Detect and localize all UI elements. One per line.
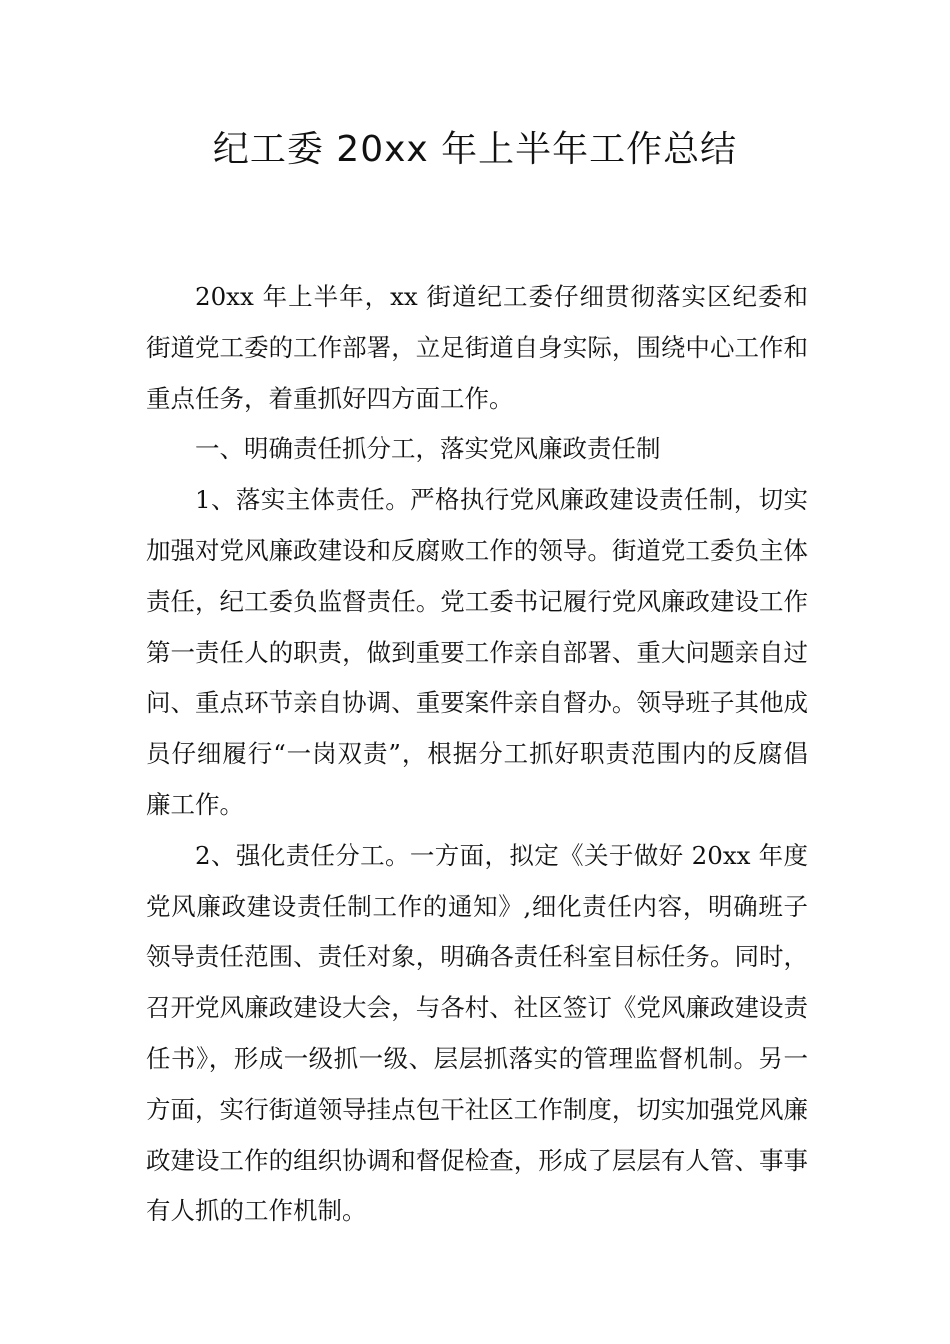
document-body (146, 272, 808, 1237)
document-title: 纪工委 20xx 年上半年工作总结 (212, 129, 738, 170)
paragraph-intro: 20xx 年上半年，xx 街道纪工委仔细贯彻落实区纪委和街道党工委的工作部署，立足街道自身实际，围绕中心工作和重点任务，着重抓好四方面工作。 (146, 282, 808, 413)
paragraph-item-1: 1、落实主体责任。严格执行党风廉政建设责任制，切实加强对党风廉政建设和反腐败工作的领导。街道党工委负主体责任，纪工委负监督责任。党工委书记履行党风廉政建设工作第一责任人的职责，做到重要工作亲自部署、重大问题亲自过问、重点环节亲自协调、重要案件亲自督办。领导班子其他成员仔细履行“一岗双责”，根据分工抓好职责范围内的反腐倡廉工作。 (146, 485, 808, 819)
paragraph-item-2: 2、强化责任分工。一方面，拟定《关于做好 20xx 年度党风廉政建设责任制工作的通知》,细化责任内容，明确班子领导责任范围、责任对象，明确各责任科室目标任务。同时，召开党风廉政建设大会，与各村、社区签订《党风廉政建设责任书》，形成一级抓一级、层层抓落实的管理监督机制。另一方面，实行街道领导挂点包干社区工作制度，切实加强党风廉政建设工作的组织协调和督促检查，形成了层层有人管、事事有人抓的工作机制。 (146, 840, 808, 1226)
section-heading-1: 一、明确责任抓分工，落实党风廉政责任制 (195, 434, 661, 464)
